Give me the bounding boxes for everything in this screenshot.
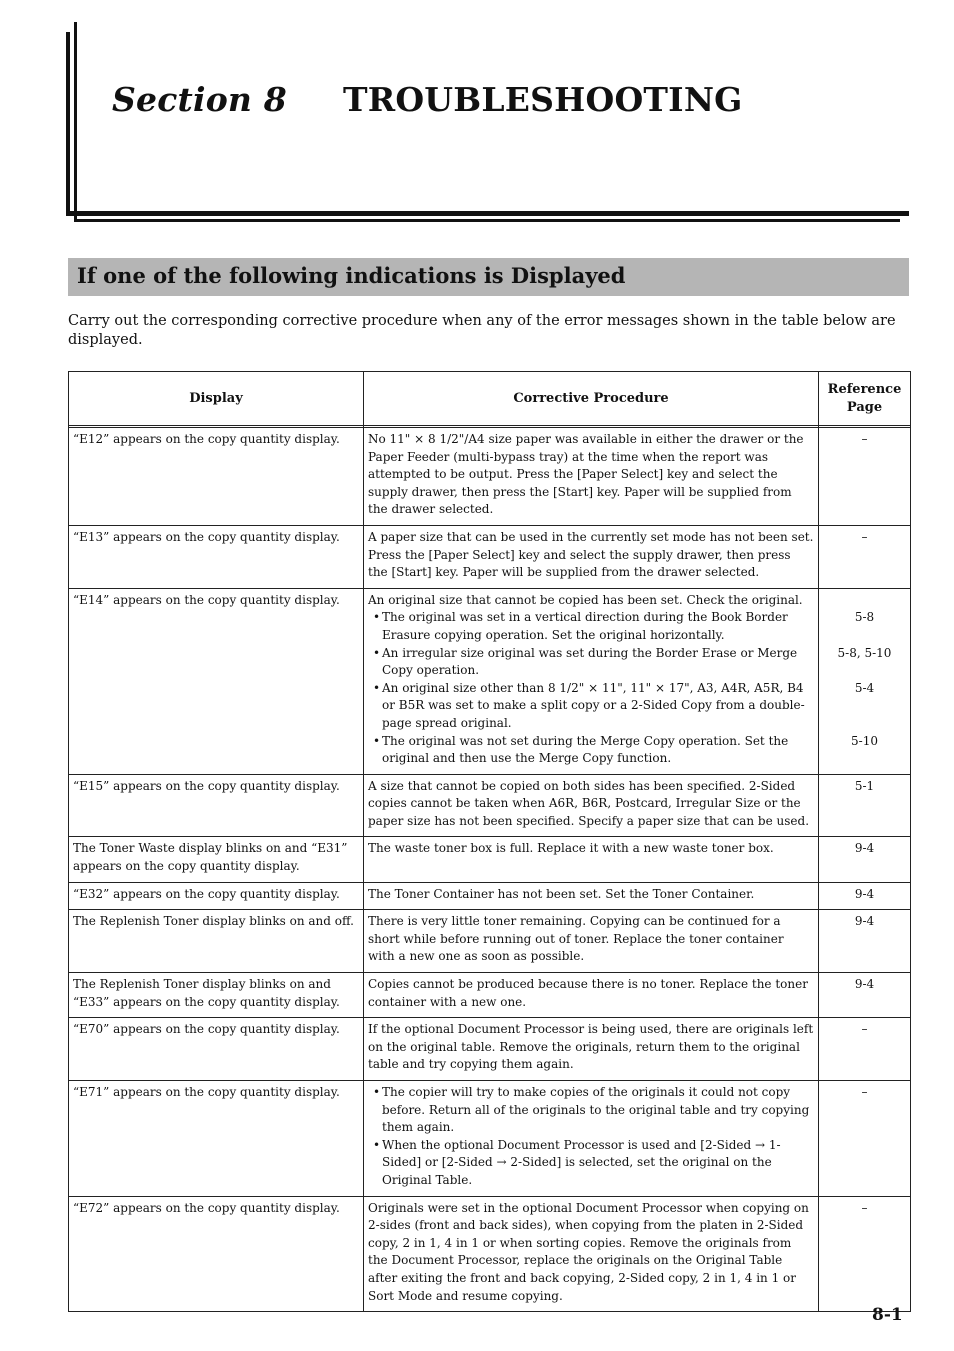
error-table <box>68 371 911 1312</box>
procedure-text: An original size that cannot be copied has been set. Check the original. <box>368 592 803 607</box>
reference-spacer <box>823 715 906 733</box>
section-name: TROUBLESHOOTING <box>342 80 743 119</box>
procedure-cell: A size that cannot be copied on both sides has been specified. 2-Sided copies cannot be taken when A6R, B6R, Postcard, Irregular Size or the paper size has not been specified. Specify a paper size that can be used. <box>364 774 819 837</box>
section-rule-thin <box>74 219 900 222</box>
table-row <box>69 910 911 973</box>
reference-cell: 9-4 <box>819 910 911 973</box>
display-cell: “E13” appears on the copy quantity display. <box>69 525 364 588</box>
table-row <box>69 1081 911 1197</box>
table-row <box>69 525 911 588</box>
display-cell: “E14” appears on the copy quantity display. <box>69 588 364 774</box>
procedure-cell: Originals were set in the optional Document Processor when copying on 2-sides (front and back sides), when copying from the platen in 2-Sided copy, 2 in 1, 4 in 1 or when sorting copies. Remove the originals from the Document Processor, replace the originals on the Original Table after exiting the front and back copying, 2-Sided copy, 2 in 1, 4 in 1 or Sort Mode and resume copying. <box>364 1196 819 1312</box>
section-bar-outer <box>66 32 70 214</box>
display-cell: The Toner Waste display blinks on and “E31” appears on the copy quantity display. <box>69 837 364 882</box>
procedure-cell: A paper size that can be used in the currently set mode has not been set. Press the [Paper Select] key and select the supply drawer, then press the [Start] key. Paper will be supplied from the drawer selected. <box>364 525 819 588</box>
reference-cell: 9-4 <box>819 973 911 1018</box>
procedure-cell: The waste toner box is full. Replace it with a new waste toner box. <box>364 837 819 882</box>
display-cell: “E12” appears on the copy quantity display. <box>69 428 364 526</box>
table-row <box>69 837 911 882</box>
header-reference: Reference Page <box>819 372 911 426</box>
table-row <box>69 973 911 1018</box>
reference-spacer <box>823 627 906 645</box>
display-cell: “E72” appears on the copy quantity display. <box>69 1196 364 1312</box>
procedure-cell <box>364 588 819 774</box>
reference-value: 5-8 <box>854 610 875 625</box>
reference-value: 5-8, 5-10 <box>837 645 892 660</box>
reference-spacer <box>823 592 906 610</box>
header-procedure: Corrective Procedure <box>364 372 819 426</box>
procedure-cell <box>364 1081 819 1197</box>
reference-value: 5-4 <box>854 680 875 695</box>
section-rule <box>66 211 909 216</box>
table-row <box>69 774 911 837</box>
reference-cell: – <box>819 1196 911 1312</box>
procedure-bullet: • An irregular size original was set during the Border Erase or Merge Copy operation. <box>368 645 814 680</box>
reference-cell: – <box>819 428 911 526</box>
reference-spacer <box>823 662 906 680</box>
procedure-cell: Copies cannot be produced because there is no toner. Replace the toner container with a new one. <box>364 973 819 1018</box>
page-number: 8-1 <box>872 1305 903 1325</box>
intro-paragraph: Carry out the corresponding corrective procedure when any of the error messages shown in the table below are displayed. <box>68 313 896 348</box>
subheading: If one of the following indications is Displayed <box>68 258 909 296</box>
table-row <box>69 588 911 774</box>
section-title <box>112 80 743 119</box>
reference-cell: 5-1 <box>819 774 911 837</box>
reference-value: 5-10 <box>851 733 878 748</box>
table-row <box>69 1196 911 1312</box>
section-number: Section 8 <box>112 80 287 119</box>
reference-cell: 9-4 <box>819 882 911 910</box>
procedure-bullet: • An original size other than 8 1/2" × 11", 11" × 17", A3, A4R, A5R, B4 or B5R was set to make a split copy or a 2-Sided Copy from a double-page spread original. <box>368 680 814 733</box>
display-cell: The Replenish Toner display blinks on and off. <box>69 910 364 973</box>
reference-cell <box>819 588 911 774</box>
procedure-cell: No 11" × 8 1/2"/A4 size paper was available in either the drawer or the Paper Feeder (multi-bypass tray) at the time when the report was attempted to be output. Press the [Paper Select] key and select the supply drawer, then press the [Start] key. Paper will be supplied from the drawer selected. <box>364 428 819 526</box>
procedure-bullet: • The original was not set during the Merge Copy operation. Set the original and then use the Merge Copy function. <box>368 733 814 768</box>
display-cell: “E32” appears on the copy quantity display. <box>69 882 364 910</box>
display-cell: “E71” appears on the copy quantity display. <box>69 1081 364 1197</box>
procedure-cell: There is very little toner remaining. Copying can be continued for a short while before running out of toner. Replace the toner container with a new one as soon as possible. <box>364 910 819 973</box>
reference-cell: 9-4 <box>819 837 911 882</box>
reference-spacer <box>823 697 906 715</box>
display-cell: “E15” appears on the copy quantity display. <box>69 774 364 837</box>
procedure-cell: If the optional Document Processor is being used, there are originals left on the original table. Remove the originals, return them to the original table and try copying them again. <box>364 1018 819 1081</box>
table-row <box>69 428 911 526</box>
section-bar-inner <box>74 22 77 222</box>
reference-cell: – <box>819 525 911 588</box>
procedure-cell: The Toner Container has not been set. Set the Toner Container. <box>364 882 819 910</box>
display-cell: “E70” appears on the copy quantity display. <box>69 1018 364 1081</box>
reference-cell: – <box>819 1018 911 1081</box>
header-display: Display <box>69 372 364 426</box>
table-header-row <box>69 372 911 426</box>
procedure-bullet: • When the optional Document Processor is used and [2-Sided → 1-Sided] or [2-Sided → 2-Sided] is selected, set the original on the Original Table. <box>368 1137 814 1190</box>
table-row <box>69 1018 911 1081</box>
procedure-bullet: • The original was set in a vertical direction during the Book Border Erasure copying operation. Set the original horizontally. <box>368 609 814 644</box>
table-row <box>69 882 911 910</box>
display-cell: The Replenish Toner display blinks on and “E33” appears on the copy quantity display. <box>69 973 364 1018</box>
reference-cell: – <box>819 1081 911 1197</box>
procedure-bullet: • The copier will try to make copies of the originals it could not copy before. Return all of the originals to the original table and try copying them again. <box>368 1084 814 1137</box>
